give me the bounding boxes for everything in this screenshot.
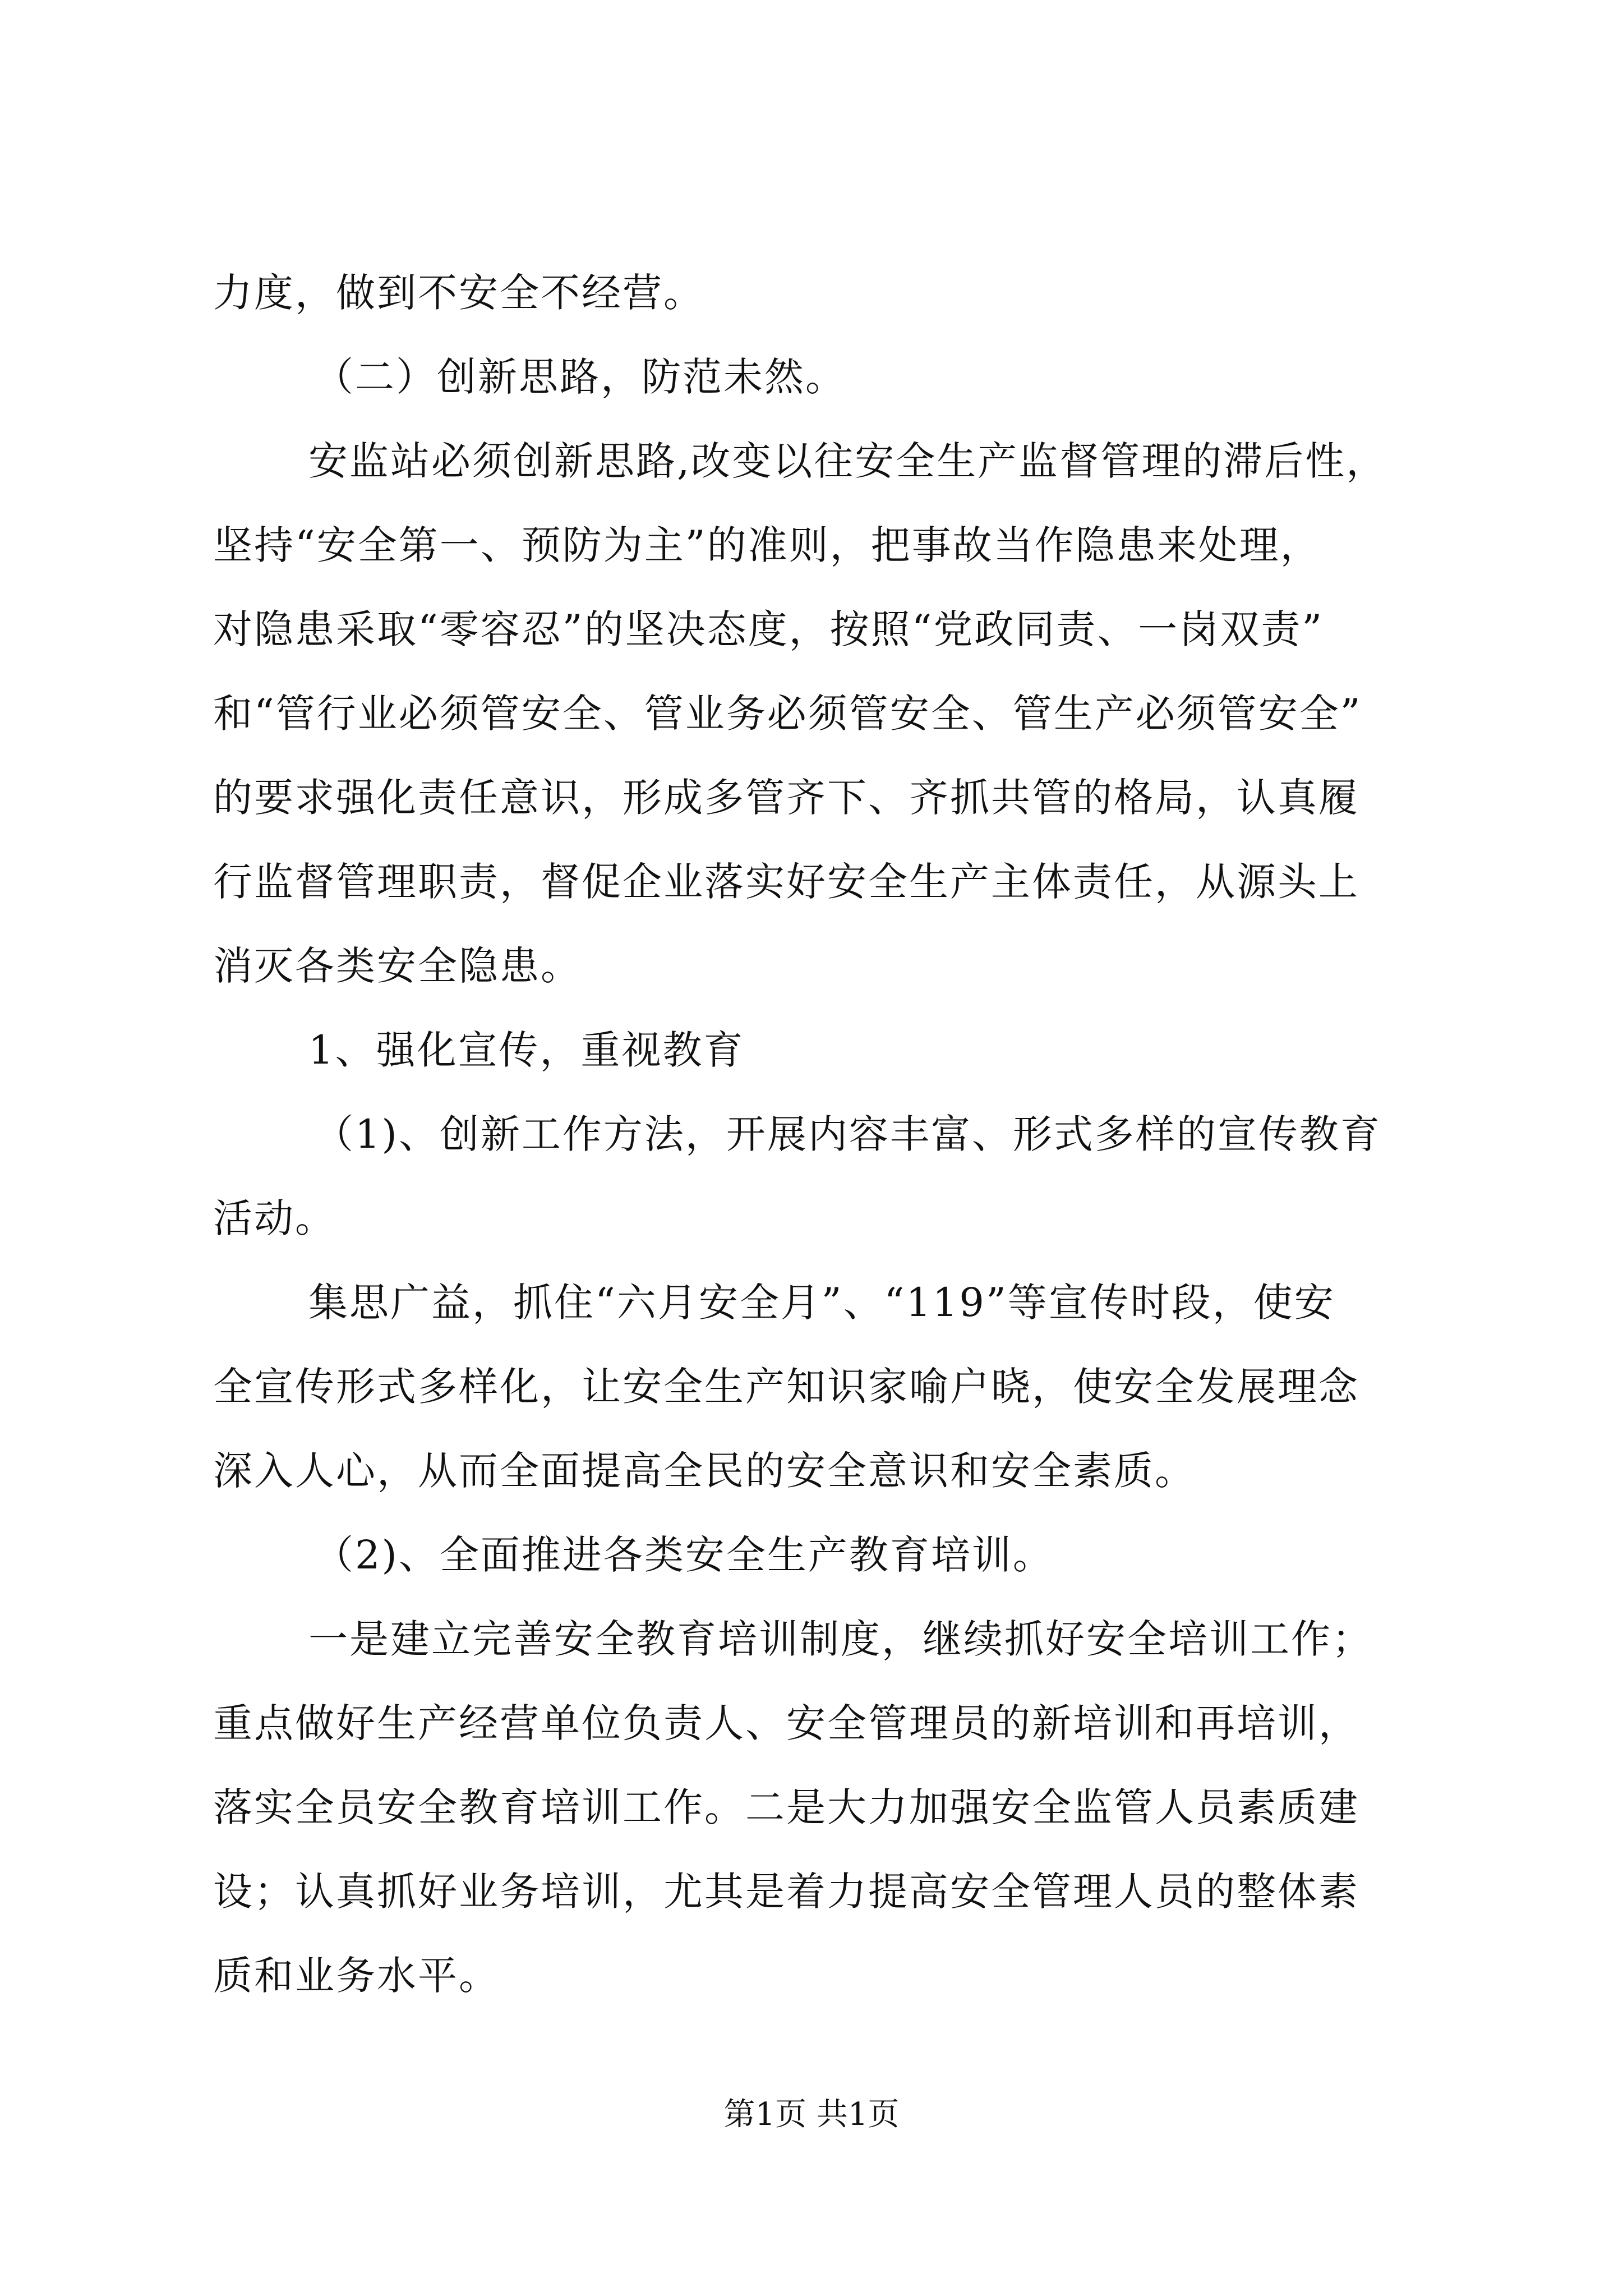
paragraph-line: 设；认真抓好业务培训，尤其是着力提高安全管理人员的整体素 [213, 1869, 1359, 1915]
paragraph-line: 深入人心，从而全面提高全民的安全意识和安全素质。 [213, 1448, 1196, 1494]
section-heading: 1、强化宣传，重视教育 [308, 1027, 745, 1073]
paragraph-line: 坚持“安全第一、预防为主”的准则，把事故当作隐患来处理， [213, 522, 1321, 568]
paragraph-line: 安监站必须创新思路,改变以往安全生产监督管理的滞后性， [308, 438, 1387, 484]
page-footer: 第1页 共1页 [723, 2096, 900, 2133]
paragraph-line: 重点做好生产经营单位负责人、安全管理员的新培训和再培训， [213, 1700, 1359, 1746]
paragraph-line: 活动。 [213, 1195, 336, 1241]
paragraph-line: 力度，做到不安全不经营。 [213, 270, 704, 316]
paragraph-line: 全宣传形式多样化，让安全生产知识家喻户晓，使安全发展理念 [213, 1364, 1359, 1410]
paragraph-line: 对隐患采取“零容忍”的坚决态度，按照“党政同责、一岗双责” [213, 606, 1324, 652]
paragraph-line: 落实全员安全教育培训工作。二是大力加强安全监管人员素质建 [213, 1784, 1359, 1830]
paragraph-line: 一是建立完善安全教育培训制度，继续抓好安全培训工作； [308, 1616, 1373, 1662]
section-heading: （二）创新思路，防范未然。 [314, 354, 846, 400]
paragraph-line: （2)、全面推进各类安全生产教育培训。 [314, 1532, 1054, 1578]
paragraph-line: 的要求强化责任意识，形成多管齐下、齐抓共管的格局，认真履 [213, 775, 1359, 821]
paragraph-line: （1)、创新工作方法，开展内容丰富、形式多样的宣传教育 [314, 1111, 1381, 1157]
paragraph-line: 质和业务水平。 [213, 1953, 500, 1999]
paragraph-line: 行监督管理职责，督促企业落实好安全生产主体责任，从源头上 [213, 859, 1359, 905]
paragraph-line: 消灭各类安全隐患。 [213, 943, 582, 989]
paragraph-line: 集思广益，抓住“六月安全月”、“119”等宣传时段，使安 [308, 1280, 1335, 1326]
paragraph-line: 和“管行业必须管安全、管业务必须管安全、管生产必须管安全” [213, 691, 1362, 737]
